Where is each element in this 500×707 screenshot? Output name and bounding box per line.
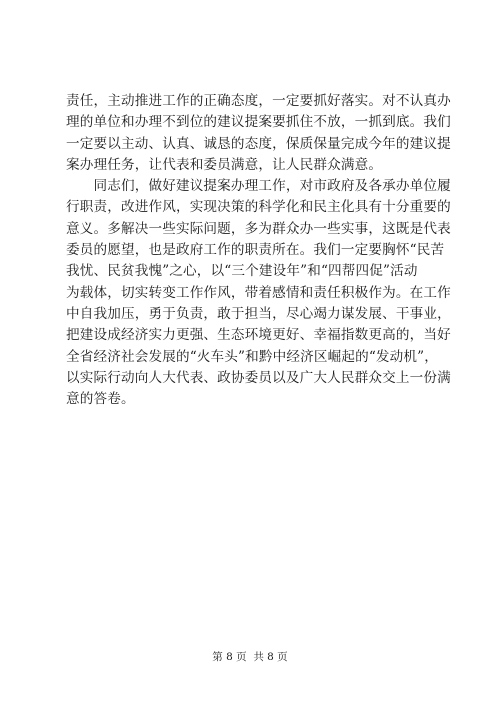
text-line: 我忧、民贫我愧”之心，以“三个建设年”和“四帮四促”活动 — [66, 263, 418, 280]
text-line: 理的单位和办理不到位的建议提案要抓住不放，一抓到底。我们 — [66, 114, 451, 131]
text-line: 全省经济社会发展的“火车头”和黔中经济区崛起的“发动机”， — [66, 348, 438, 365]
paragraph-2 — [66, 176, 451, 410]
text-line: 行职责，改进作风，实现决策的科学化和民主化具有十分重要的 — [66, 199, 451, 216]
text-line: 意的答卷。 — [66, 391, 135, 408]
text-line: 把建设成经济实力更强、生态环境更好、幸福指数更高的，当好 — [66, 327, 451, 344]
text-line: 案办理任务，让代表和委员满意，让人民群众满意。 — [66, 156, 383, 173]
text-line: 责任，主动推进工作的正确态度，一定要抓好落实。对不认真办 — [66, 93, 451, 109]
text-line: 为载体，切实转变工作作风，带着感情和责任积极作为。在工作 — [66, 284, 451, 301]
text-line: 中自我加压，勇于负责，敢于担当，尽心竭力谋发展、干事业， — [66, 305, 451, 322]
text-line: 一定要以主动、认真、诚恳的态度，保质保量完成今年的建议提 — [66, 135, 451, 152]
page-number-label: 第 8 页 共 8 页 — [212, 651, 288, 663]
paragraph-1 — [66, 91, 451, 176]
page-footer — [0, 650, 500, 664]
text-line: 同志们，做好建议提案办理工作，对市政府及各承办单位履 — [66, 178, 451, 195]
text-line: 意义。多解决一些实际问题，多为群众办一些实事，这既是代表 — [66, 220, 451, 237]
text-line: 委员的愿望，也是政府工作的职责所在。我们一定要胸怀“民苦 — [66, 242, 445, 259]
text-line: 以实际行动向人大代表、政协委员以及广大人民群众交上一份满 — [66, 369, 451, 386]
document-body — [66, 91, 451, 410]
